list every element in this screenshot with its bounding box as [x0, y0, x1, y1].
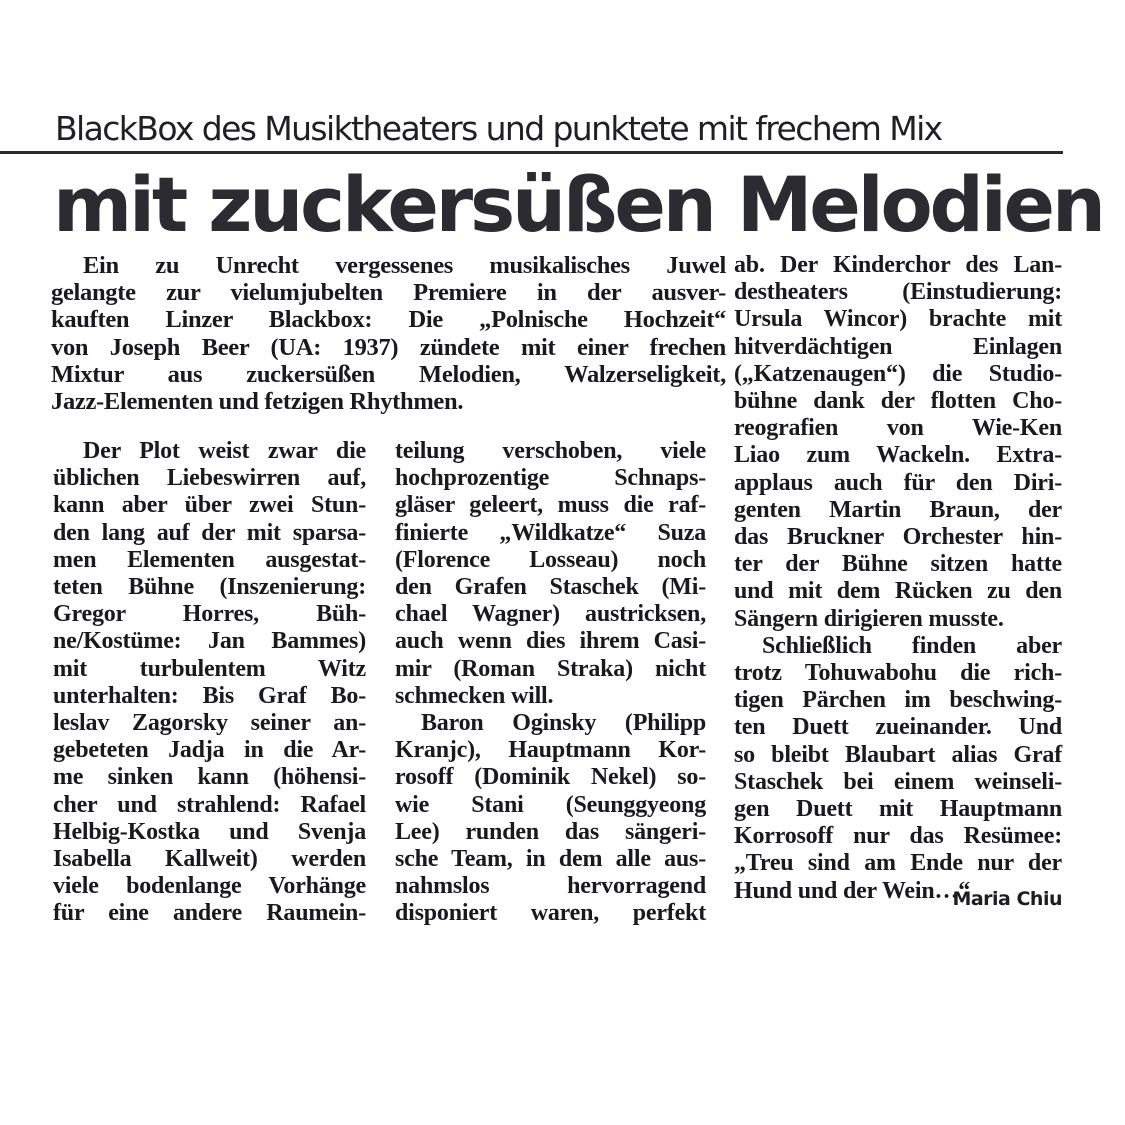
- column-line: teten Bühne (Inszenierung:: [53, 574, 366, 601]
- column-line: den Grafen Staschek (Mi-: [395, 574, 706, 601]
- column-line: hochprozentige Schnaps-: [395, 465, 706, 492]
- column-line: (Florence Losseau) noch: [395, 546, 706, 573]
- column-line: nahmslos hervorragend: [395, 873, 706, 900]
- column-line: mir (Roman Straka) nicht: [395, 655, 706, 682]
- column-line: wie Stani (Seunggyeong: [395, 791, 706, 818]
- column-line: Staschek bei einem weinseli-: [734, 768, 1062, 795]
- column-line: Sängern dirigieren musste.: [734, 605, 1004, 632]
- column-line: kann aber über zwei Stun-: [53, 492, 366, 519]
- column-line: ne/Kostüme: Jan Bammes): [53, 628, 366, 655]
- column-line: so bleibt Blaubart alias Graf: [734, 741, 1062, 768]
- column-line: Helbig-Kostka und Svenja: [53, 818, 366, 845]
- column-line: das Bruckner Orchester hin-: [734, 524, 1062, 551]
- column-line: Korrosoff nur das Resümee:: [734, 823, 1062, 850]
- column-line: ab. Der Kinderchor des Lan-: [734, 252, 1062, 278]
- column-line: chael Wagner) austricksen,: [395, 601, 706, 628]
- column-line: tigen Pärchen im beschwing-: [734, 687, 1062, 714]
- column-line: den lang auf der mit sparsa-: [53, 519, 366, 546]
- column-line: Hund und der Wein…“: [734, 877, 971, 904]
- lead-line: Ein zu Unrecht vergessenes musikalisches Juwel: [83, 252, 726, 279]
- column-line: men Elementen ausgestat-: [53, 546, 366, 573]
- column-line: auch wenn dies ihrem Casi-: [395, 628, 706, 655]
- column-line: Ursula Wincor) brachte mit: [734, 306, 1062, 333]
- column-line: reografien von Wie-Ken: [734, 415, 1062, 442]
- column-line: üblichen Liebeswirren auf,: [53, 465, 366, 492]
- column-line: schmecken will.: [395, 682, 554, 709]
- column-line: unterhalten: Bis Graf Bo-: [53, 682, 366, 709]
- column-line: bühne dank der flotten Cho-: [734, 388, 1062, 415]
- column-line: mit turbulentem Witz: [53, 655, 366, 682]
- article-column-2: [395, 438, 706, 928]
- author-byline: Maria Chiu: [952, 888, 1062, 910]
- column-line: Gregor Horres, Büh-: [53, 601, 366, 628]
- column-line: Lee) runden das sängeri-: [395, 818, 706, 845]
- column-line: rosoff (Dominik Nekel) so-: [395, 764, 706, 791]
- column-line: Baron Oginsky (Philipp: [421, 710, 706, 737]
- column-line: trotz Tohuwabohu die rich-: [734, 660, 1062, 687]
- lead-line: von Joseph Beer (UA: 1937) zündete mit einer frechen: [51, 333, 726, 361]
- column-line: disponiert waren, perfekt: [395, 900, 706, 927]
- column-line: teilung verschoben, viele: [395, 438, 706, 464]
- column-line: „Treu sind am Ende nur der: [734, 850, 1062, 877]
- column-line: („Katzenaugen“) die Studio-: [734, 360, 1062, 387]
- lead-line: kauften Linzer Blackbox: Die „Polnische Hochzeit“: [51, 306, 726, 334]
- column-line: sche Team, in dem alle aus-: [395, 846, 706, 873]
- lead-line: Jazz-Elementen und fetzigen Rhythmen.: [51, 388, 464, 416]
- column-line: Kranjc), Hauptmann Kor-: [395, 737, 706, 764]
- column-line: me sinken kann (höhensi-: [53, 764, 366, 791]
- column-line: gebeteten Jadja in die Ar-: [53, 737, 366, 764]
- column-line: hitverdächtigen Einlagen: [734, 333, 1062, 360]
- column-line: applaus auch für den Diri-: [734, 469, 1062, 496]
- column-line: Der Plot weist zwar die: [83, 438, 366, 464]
- column-line: destheaters (Einstudierung:: [734, 279, 1062, 306]
- column-line: cher und strahlend: Rafael: [53, 791, 366, 818]
- column-line: Isabella Kallweit) werden: [53, 846, 366, 873]
- article-column-1: [53, 438, 366, 928]
- column-line: leslav Zagorsky seiner an-: [53, 710, 366, 737]
- article-subtitle: BlackBox des Musiktheaters und punktete mit frechem Mix: [55, 109, 942, 148]
- column-line: genten Martin Braun, der: [734, 496, 1062, 523]
- column-line: finierte „Wildkatze“ Suza: [395, 519, 706, 546]
- column-line: Liao zum Wackeln. Extra-: [734, 442, 1062, 469]
- column-line: für eine andere Raumein-: [53, 900, 366, 927]
- column-line: viele bodenlange Vorhänge: [53, 873, 366, 900]
- lead-line: gelangte zur vielumjubelten Premiere in der ausver-: [51, 279, 726, 307]
- column-line: ter der Bühne sitzen hatte: [734, 551, 1062, 578]
- article-lead: [51, 252, 726, 415]
- article-headline: mit zuckersüßen Melodien: [53, 160, 1103, 249]
- lead-line: Mixtur aus zuckersüßen Melodien, Walzerseligkeit,: [51, 360, 726, 388]
- column-line: und mit dem Rücken zu den: [734, 578, 1062, 605]
- column-line: gen Duett mit Hauptmann: [734, 796, 1062, 823]
- column-line: Schließlich finden aber: [762, 632, 1062, 659]
- column-line: gläser geleert, muss die raf-: [395, 492, 706, 519]
- article-column-3: [734, 252, 1062, 905]
- column-line: ten Duett zueinander. Und: [734, 714, 1062, 741]
